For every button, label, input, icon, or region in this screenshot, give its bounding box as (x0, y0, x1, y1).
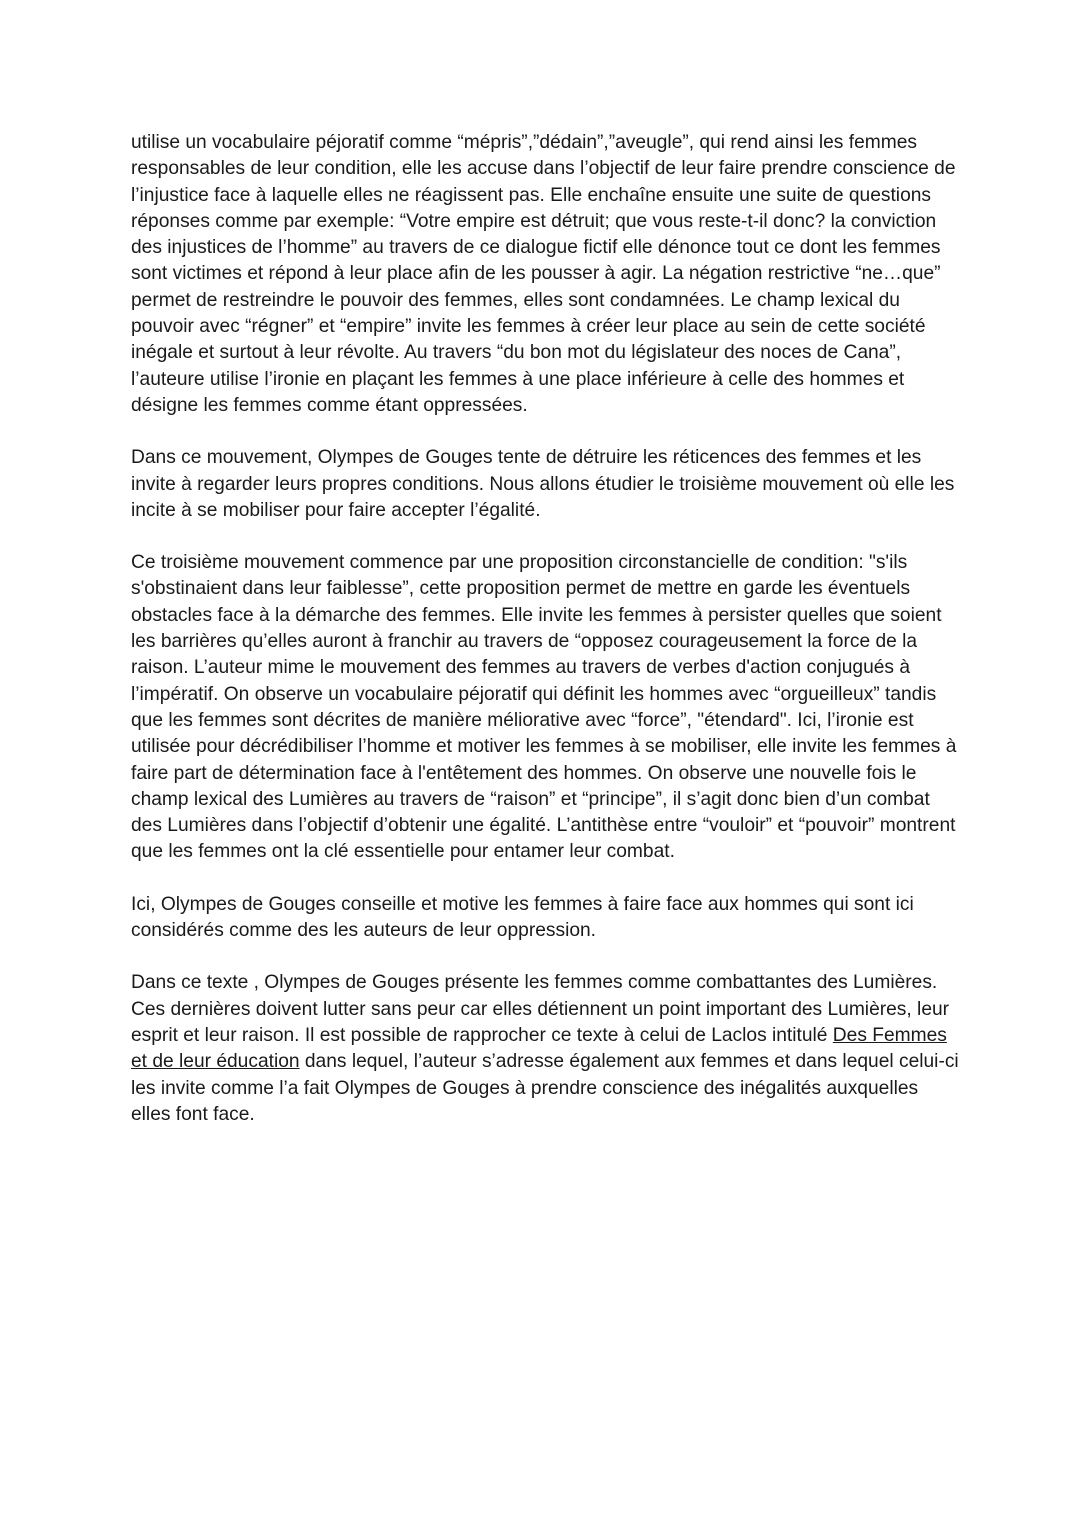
document-body (131, 130, 961, 1154)
conclusion-text-after: dans lequel, l’auteur s’adresse également aux femmes et dans lequel celui-ci les invite comme l’a fait Olympes de Gouges à prendre conscience des inégalités auxquelles elles font face. (131, 1051, 959, 1125)
paragraph-third-movement-summary: Ici, Olympes de Gouges conseille et motive les femmes à faire face aux hommes qui sont ici considérés comme des les auteurs de leur oppression. (131, 893, 914, 942)
paragraph-first-movement-analysis: utilise un vocabulaire péjoratif comme “mépris”,”dédain”,”aveugle”, qui rend ainsi les femmes responsables de leur condition, elle les accuse dans l’objectif de leur faire prendre conscience de l’injustice face à laquelle elles ne réagissent pas. Elle enchaîne ensuite une suite de questions réponses comme par exemple: “Votre empire est détruit; que vous reste-t-il donc? la conviction des injustices de l’homme” au travers de ce dialogue fictif elle dénonce tout ce dont les femmes sont victimes et répond à leur place afin de les pousser à agir. La négation restrictive “ne…que” permet de restreindre le pouvoir des femmes, elles sont condamnées. Le champ lexical du pouvoir avec “régner” et “empire” invite les femmes à créer leur place au sein de cette société inégale et surtout à leur révolte. Au travers “du bon mot du législateur des noces de Cana”, l’auteure utilise l’ironie en plaçant les femmes à une place inférieure à celle des hommes et désigne les femmes comme étant oppressées. (131, 132, 956, 416)
paragraph-conclusion (131, 970, 961, 1128)
paragraph-third-movement-analysis: Ce troisième mouvement commence par une proposition circonstancielle de condition: "s'ils s'obstinaient dans leur faiblesse”, cette proposition permet de mettre en garde les éventuels obstacles face à la démarche des femmes. Elle invite les femmes à persister quelles que soient les barrières qu’elles auront à franchir au travers de “opposez courageusement la force de la raison. L’auteur mime le mouvement des femmes au travers de verbes d'action conjugués à l’impératif. On observe un vocabulaire péjoratif qui définit les hommes avec “orgueilleux” tandis que les femmes sont décrites de manière méliorative avec “force”, "étendard". Ici, l’ironie est utilisée pour décrédibiliser l’homme et motiver les femmes à se mobiliser, elle invite les femmes à faire part de détermination face à l'entêtement des hommes. On observe une nouvelle fois le champ lexical des Lumières au travers de “raison” et “principe”, il s’agit donc bien d’un combat des Lumières dans l’objectif d’obtenir une égalité. L’antithèse entre “vouloir” et “pouvoir” montrent que les femmes ont la clé essentielle pour entamer leur combat. (131, 552, 957, 863)
conclusion-text-before: Dans ce texte , Olympes de Gouges présente les femmes comme combattantes des Lumières. Ces dernières doivent lutter sans peur car elles détiennent un point important des Lumières, leur esprit et leur raison. Il est possible de rapprocher ce texte à celui de Laclos intitulé (131, 972, 950, 1046)
paragraph-transition: Dans ce mouvement, Olympes de Gouges tente de détruire les réticences des femmes et les invite à regarder leurs propres conditions. Nous allons étudier le troisième mouvement où elle les incite à se mobiliser pour faire accepter l’égalité. (131, 447, 955, 521)
work-title-reference: Des Femmes et de leur éducation (131, 1024, 947, 1073)
